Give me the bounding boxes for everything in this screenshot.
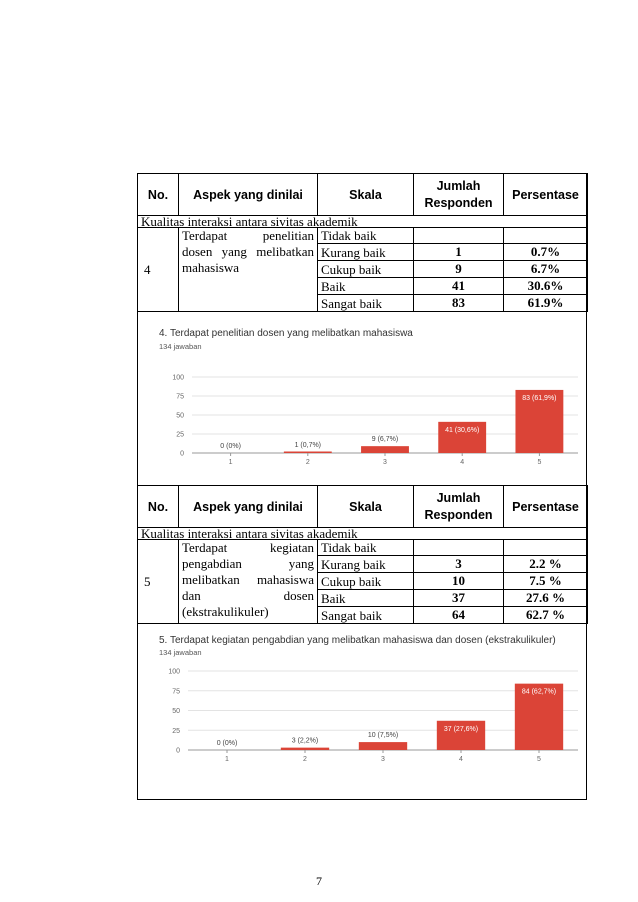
count-cell: 10 — [414, 573, 504, 590]
x-tick-label: 4 — [460, 459, 465, 466]
count-cell — [414, 540, 504, 556]
data-label: 41 (30,6%) — [445, 426, 480, 434]
section-label: Kualitas interaksi antara sivitas akademik — [138, 216, 588, 228]
count-cell: 37 — [414, 590, 504, 607]
chart-subtitle: 134 jawaban — [159, 342, 202, 351]
scale-label: Tidak baik — [318, 540, 414, 556]
data-label: 0 (0%) — [216, 740, 238, 747]
y-tick-label: 0 — [180, 450, 184, 458]
col-header-aspek: Aspek yang dinilai — [179, 486, 318, 528]
chart-title: 4. Terdapat penelitian dosen yang melibatkan mahasiswa — [159, 328, 413, 339]
x-tick-label: 1 — [225, 756, 229, 763]
scale-label: Sangat baik — [318, 607, 414, 624]
table-item-4 — [137, 173, 588, 312]
data-label: 3 (2,2%) — [291, 737, 319, 745]
col-header-no: No. — [138, 174, 179, 216]
data-label: 10 (7,5%) — [367, 732, 399, 740]
y-tick-label: 50 — [172, 708, 180, 715]
count-cell: 1 — [414, 244, 504, 261]
chart-item-5 — [142, 630, 582, 770]
col-header-no: No. — [138, 486, 179, 528]
data-label: 83 (61,9%) — [522, 394, 557, 402]
chart-subtitle: 134 jawaban — [159, 648, 202, 657]
aspect-text: Terdapat kegiatan pengabdian yang melibatkan mahasiswa dan dosen (ekstrakulikuler) — [179, 540, 318, 624]
x-tick-label: 1 — [228, 459, 233, 466]
col-header-jumlah: Jumlah Responden — [414, 486, 504, 528]
item-number: 5 — [138, 540, 179, 624]
y-tick-label: 25 — [172, 727, 180, 735]
percent-cell: 6.7% — [504, 261, 588, 278]
x-tick-label: 2 — [305, 459, 310, 466]
section-label: Kualitas interaksi antara sivitas akademik — [138, 528, 588, 540]
y-tick-label: 75 — [172, 688, 180, 696]
item-number: 4 — [138, 228, 179, 312]
col-header-persentase: Persentase — [504, 174, 588, 216]
scale-label: Kurang baik — [318, 556, 414, 573]
x-tick-label: 2 — [303, 756, 307, 763]
percent-cell: 61.9% — [504, 295, 588, 312]
x-tick-label: 3 — [383, 459, 387, 466]
count-cell: 83 — [414, 295, 504, 312]
col-header-skala: Skala — [318, 486, 414, 528]
percent-cell: 30.6% — [504, 278, 588, 295]
y-tick-label: 50 — [176, 412, 184, 420]
count-cell: 41 — [414, 278, 504, 295]
col-header-persentase: Persentase — [504, 486, 588, 528]
percent-cell — [504, 228, 588, 244]
bar — [359, 742, 407, 750]
y-tick-label: 100 — [172, 374, 184, 382]
data-label: 37 (27,6%) — [443, 725, 479, 733]
page-number: 7 — [316, 874, 322, 888]
data-label: 0 (0%) — [220, 443, 241, 450]
chart-title: 5. Terdapat kegiatan pengabdian yang melibatkan mahasiswa dan dosen (ekstrakulikuler) — [159, 635, 556, 646]
count-cell: 64 — [414, 607, 504, 624]
bar — [361, 446, 409, 453]
y-tick-label: 75 — [176, 393, 184, 401]
col-header-jumlah: Jumlah Responden — [414, 174, 504, 216]
x-tick-label: 3 — [381, 756, 385, 763]
scale-label: Baik — [318, 590, 414, 607]
scale-label: Tidak baik — [318, 228, 414, 244]
x-tick-label: 4 — [459, 756, 463, 763]
scale-label: Baik — [318, 278, 414, 295]
bar-chart — [142, 320, 582, 480]
count-cell: 9 — [414, 261, 504, 278]
col-header-skala: Skala — [318, 174, 414, 216]
data-label: 84 (62,7%) — [521, 688, 557, 696]
scale-label: Cukup baik — [318, 573, 414, 590]
col-header-aspek: Aspek yang dinilai — [179, 174, 318, 216]
percent-cell: 7.5 % — [504, 573, 588, 590]
scale-label: Cukup baik — [318, 261, 414, 278]
bar — [281, 748, 329, 750]
y-tick-label: 100 — [168, 668, 180, 676]
aspect-text: Terdapat penelitian dosen yang melibatkan mahasiswa — [179, 228, 318, 312]
bar — [284, 452, 332, 454]
percent-cell — [504, 540, 588, 556]
scale-label: Kurang baik — [318, 244, 414, 261]
data-label: 1 (0,7%) — [294, 442, 322, 450]
y-tick-label: 0 — [176, 747, 180, 755]
chart-item-4 — [142, 320, 582, 480]
count-cell: 3 — [414, 556, 504, 573]
bar-chart — [142, 630, 582, 770]
scale-label: Sangat baik — [318, 295, 414, 312]
percent-cell: 0.7% — [504, 244, 588, 261]
percent-cell: 27.6 % — [504, 590, 588, 607]
count-cell — [414, 228, 504, 244]
y-tick-label: 25 — [176, 431, 184, 439]
x-tick-label: 5 — [537, 459, 542, 466]
data-label: 9 (6,7%) — [371, 436, 399, 444]
percent-cell: 62.7 % — [504, 607, 588, 624]
table-item-5 — [137, 485, 588, 624]
percent-cell: 2.2 % — [504, 556, 588, 573]
x-tick-label: 5 — [537, 756, 541, 763]
